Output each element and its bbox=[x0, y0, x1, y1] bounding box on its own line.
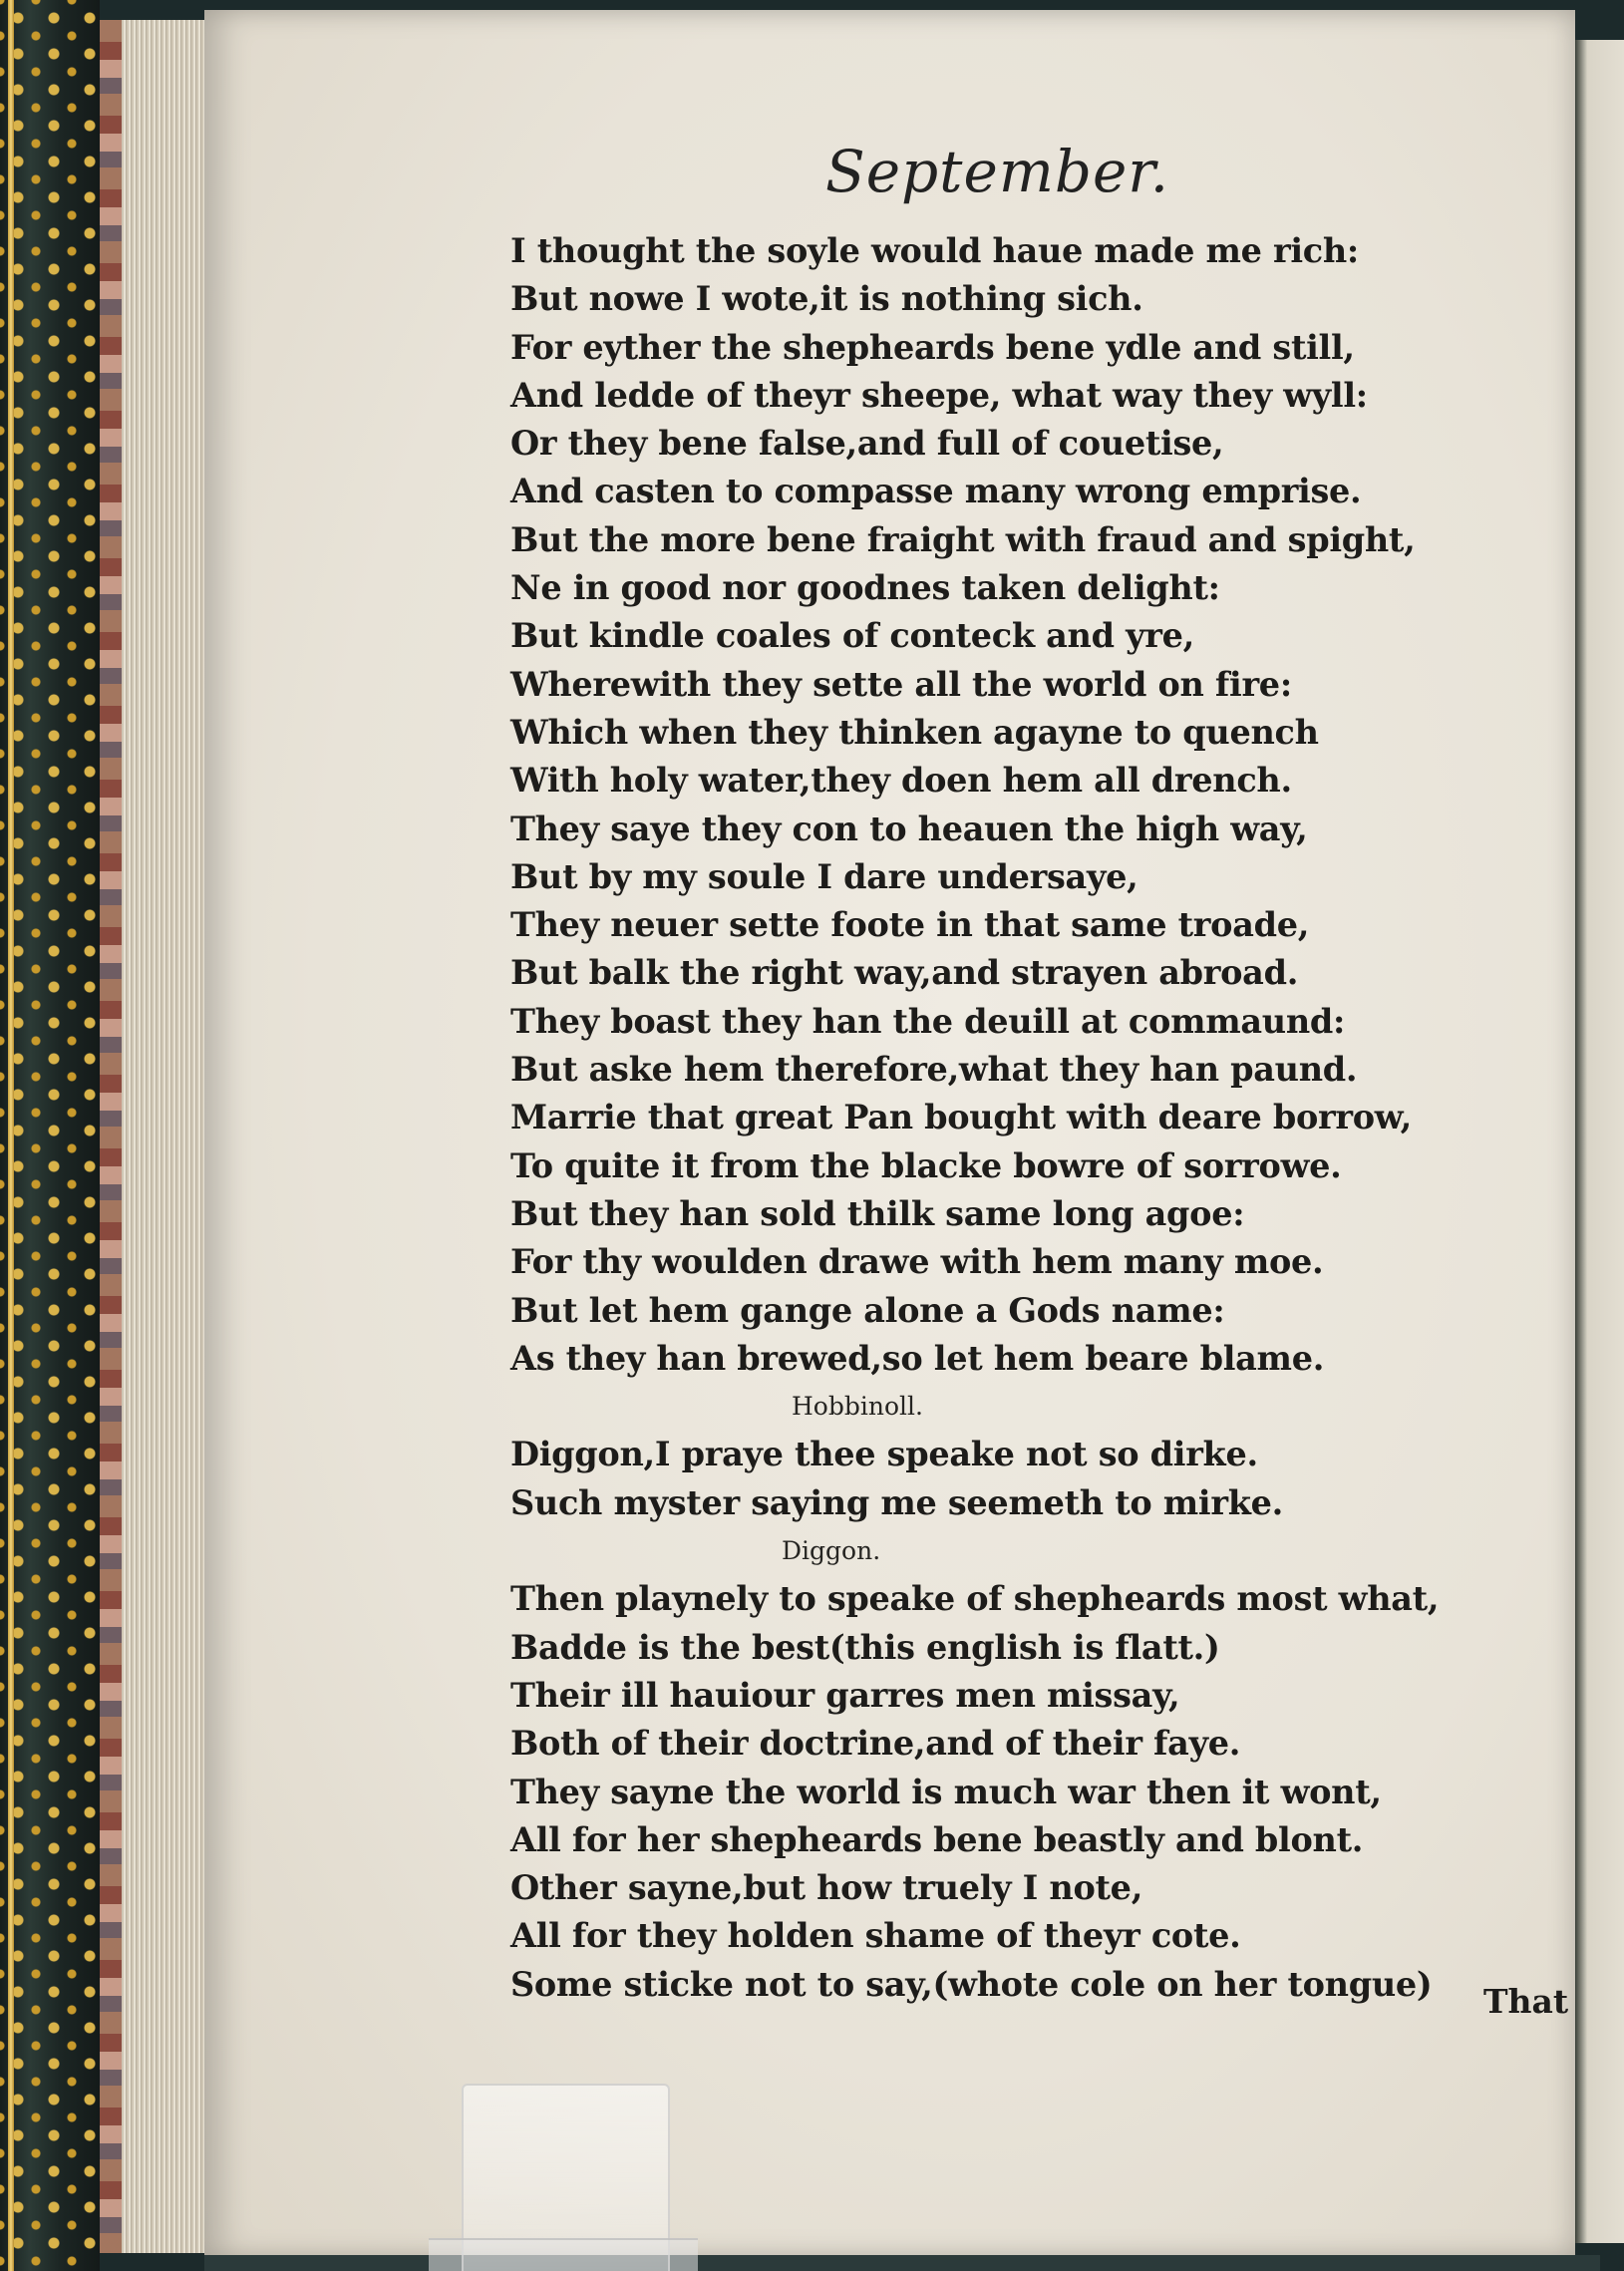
gilt-binding-decoration bbox=[0, 0, 100, 2271]
verse-line: Both of their doctrine,and of their faye. bbox=[510, 1724, 1241, 1764]
verse-line: Such myster saying me seemeth to mirke. bbox=[510, 1482, 1283, 1522]
verse-line: Marrie that great Pan bought with deare borrow, bbox=[510, 1098, 1412, 1137]
facing-page-edge bbox=[1575, 40, 1624, 2243]
verse-line: Badde is the best(this english is flatt.) bbox=[510, 1627, 1220, 1667]
verse-line: They saye they con to heauen the high way, bbox=[510, 809, 1308, 848]
verse-block bbox=[510, 227, 1440, 2009]
page-edges bbox=[122, 20, 206, 2253]
verse-line: They sayne the world is much war then it wont, bbox=[510, 1772, 1382, 1811]
verse-line: Or they bene false,and full of couetise, bbox=[510, 424, 1224, 464]
verse-line: But aske hem therefore,what they han paund. bbox=[510, 1050, 1358, 1090]
verse-line: But nowe I wote,it is nothing sich. bbox=[510, 279, 1143, 319]
verse-line: But let hem gange alone a Gods name: bbox=[510, 1290, 1225, 1330]
verse-line: But by my soule I dare undersaye, bbox=[510, 856, 1138, 896]
marbled-endpaper bbox=[100, 20, 122, 2253]
verse-line: But kindle coales of conteck and yre, bbox=[510, 616, 1194, 656]
verse-line: And ledde of theyr sheepe, what way they wyll: bbox=[510, 375, 1368, 415]
verse-line: Diggon,I praye thee speake not so dirke. bbox=[510, 1435, 1258, 1474]
verse-line: I thought the soyle would haue made me rich: bbox=[510, 231, 1359, 270]
verse-line: Which when they thinken agayne to quench bbox=[510, 712, 1319, 752]
verse-line: But the more bene fraight with fraud and spight, bbox=[510, 519, 1416, 559]
gilt-edge bbox=[8, 0, 14, 2271]
speaker-name: Hobbinoll. bbox=[792, 1392, 923, 1422]
verse-line: Then playnely to speake of shepheards most what, bbox=[510, 1579, 1440, 1619]
verse-line: Some sticke not to say,(whote cole on her tongue) bbox=[510, 1964, 1433, 2004]
cover-bottom-edge bbox=[204, 2255, 1600, 2271]
book-stand-base bbox=[429, 2238, 698, 2271]
verse-line: To quite it from the blacke bowre of sorrowe. bbox=[510, 1145, 1342, 1185]
verse-line: But they han sold thilk same long agoe: bbox=[510, 1193, 1245, 1233]
verse-line: Other sayne,but how truely I note, bbox=[510, 1868, 1143, 1908]
verse-line: Their ill hauiour garres men missay, bbox=[510, 1675, 1180, 1715]
verse-line: They boast they han the deuill at commaund: bbox=[510, 1001, 1346, 1041]
catchword: That bbox=[1483, 1982, 1569, 2021]
verse-line: As they han brewed,so let hem beare blame. bbox=[510, 1338, 1325, 1378]
verse-line: All for they holden shame of theyr cote. bbox=[510, 1916, 1241, 1956]
speaker-name: Diggon. bbox=[782, 1536, 881, 1566]
verse-line: With holy water,they doen hem all drench. bbox=[510, 761, 1292, 801]
verse-line: And casten to compasse many wrong emprise. bbox=[510, 472, 1362, 511]
verse-line: Wherewith they sette all the world on fire: bbox=[510, 664, 1292, 704]
running-head: September. bbox=[825, 138, 1170, 205]
verse-line: But balk the right way,and strayen abroad. bbox=[510, 953, 1299, 993]
verse-line: For eyther the shepheards bene ydle and still, bbox=[510, 327, 1355, 367]
verse-line: For thy woulden drawe with hem many moe. bbox=[510, 1242, 1324, 1282]
verse-line: Ne in good nor goodnes taken delight: bbox=[510, 568, 1220, 608]
verse-line: They neuer sette foote in that same troade, bbox=[510, 905, 1310, 945]
verse-line: All for her shepheards bene beastly and blont. bbox=[510, 1819, 1364, 1859]
